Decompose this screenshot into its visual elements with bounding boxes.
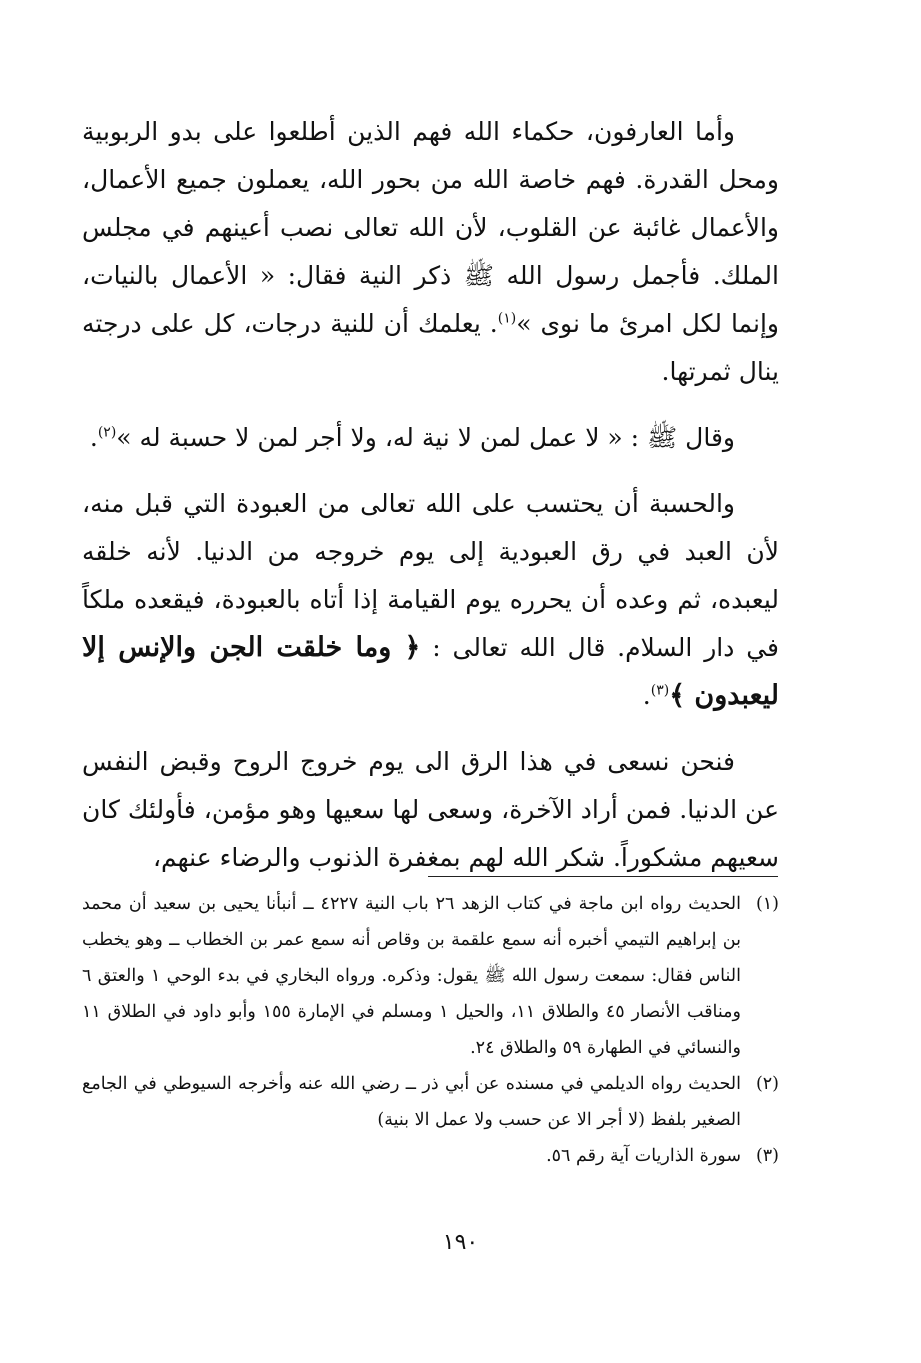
text-span: وقال ﷺ : « لا عمل لمن لا نية له، ولا أجر لمن لا حسبة له »	[116, 423, 735, 452]
footnote-1	[82, 886, 779, 1066]
footnote-2	[82, 1066, 779, 1138]
paragraph-hisba-hadith	[82, 414, 779, 462]
footnote-text: الحديث رواه ابن ماجة في كتاب الزهد ٢٦ باب النية ٤٢٢٧ ــ أنبأنا يحيى بن سعيد أن محمد بن إبراهيم التيمي أخبره أنه سمع علقمة بن وقاص أنه سمع عمر بن الخطاب ــ وهو يخطب الناس فقال: سمعت رسول الله ﷺ يقول: وذكره. ورواه البخاري في بدء الوحي ١ والعتق ٦ ومناقب الأنصار ٤٥ والطلاق ١١، والحيل ١ ومسلم في الإمارة ١٥٥ وأبو داود في الطلاق ١١ والنسائي في الطهارة ٥٩ والطلاق ٢٤.	[82, 894, 741, 1058]
footnote-number: (٣)	[755, 1146, 779, 1166]
main-text	[82, 108, 779, 882]
text-span: .	[642, 681, 651, 710]
paragraph-arifun	[82, 108, 779, 396]
quran-verse: ﴿ وما خلقت الجن والإنس إلا ليعبدون ﴾	[82, 632, 779, 711]
footnote-divider	[428, 876, 778, 877]
text-span: فنحن نسعى في هذا الرق الى يوم خروج الروح وقبض النفس عن الدنيا. فمن أراد الآخرة، وسعى لها سعيها وهو مؤمن، فأولئك كان سعيهم مشكوراً. شكر الله لهم بمغفرة الذنوب والرضاء عنهم،	[82, 747, 779, 872]
footnote-reference-3: (٣)	[650, 682, 670, 699]
paragraph-nasa	[82, 738, 779, 882]
footnote-number: (٢)	[755, 1074, 779, 1094]
page-number: ١٩٠	[442, 1230, 479, 1255]
paragraph-hisba-definition	[82, 480, 779, 720]
text-span: وأما العارفون، حكماء الله فهم الذين أطلعوا على بدو الربوبية ومحل القدرة. فهم خاصة الله من بحور الله، يعملون جميع الأعمال، والأعمال غائبة عن القلوب، لأن الله تعالى نصب أعينهم في مجلس الملك. فأجمل رسول الله ﷺ ذكر النية فقال: « الأعمال بالنيات، وإنما لكل امرئ ما نوى »	[82, 117, 780, 338]
footnote-text: الحديث رواه الديلمي في مسنده عن أبي ذر ــ رضي الله عنه وأخرجه السيوطي في الجامع الصغير بلفظ (لا أجر الا عن حسب ولا عمل الا بنية)	[82, 1074, 741, 1130]
footnote-reference-1: (١)	[497, 310, 517, 327]
text-span: والحسبة أن يحتسب على الله تعالى من العبودة التي قبل منه، لأن العبد في رق العبودية إلى يوم خروجه من الدنيا. لأنه خلقه ليعبده، ثم وعده أن يحرره يوم القيامة إذا أتاه بالعبودة، فيقعده ملكاً في دار السلام. قال الله تعالى :	[82, 489, 779, 662]
footnotes	[82, 886, 779, 1174]
footnote-text: سورة الذاريات آية رقم ٥٦.	[546, 1146, 741, 1166]
text-span: .	[89, 423, 98, 452]
text-span: . يعلمك أن للنية درجات، كل على درجته ينال ثمرتها.	[82, 309, 779, 386]
footnote-reference-2: (٢)	[97, 424, 117, 441]
footnote-number: (١)	[755, 894, 779, 914]
footnote-3	[82, 1138, 779, 1174]
